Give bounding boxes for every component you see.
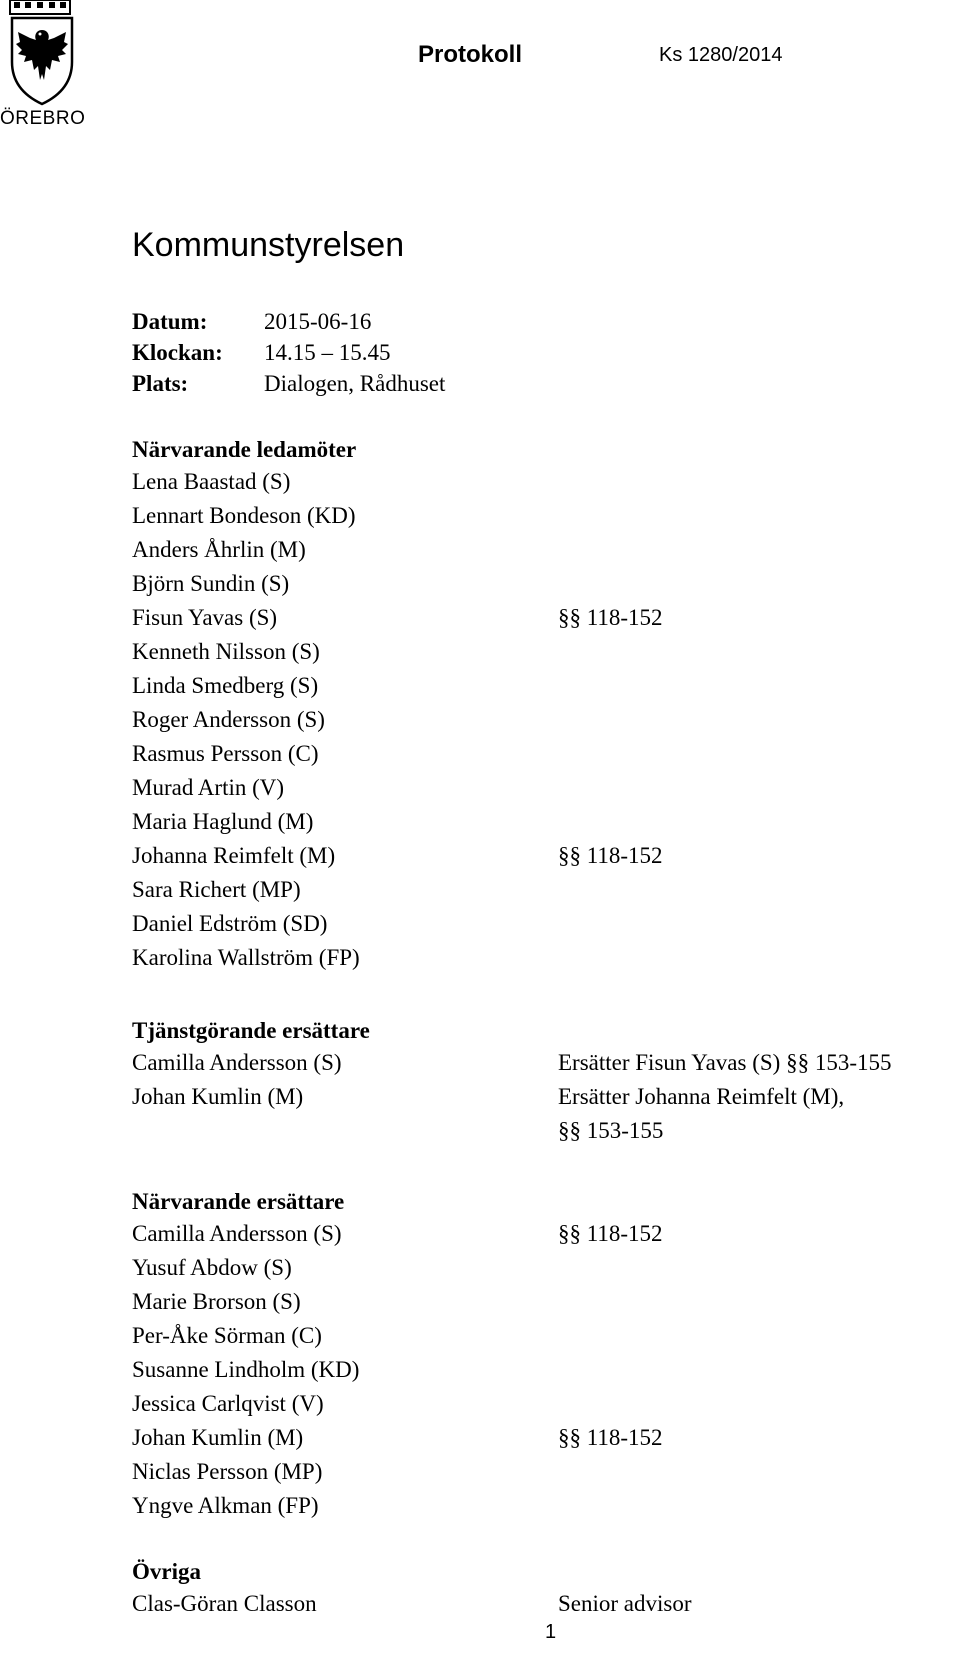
member-name: Daniel Edström (SD): [132, 911, 328, 936]
list-item: [132, 669, 960, 703]
list-item: [132, 907, 960, 941]
member-name: Anders Åhrlin (M): [132, 537, 306, 562]
list-item: [132, 465, 960, 499]
substitute-name: Susanne Lindholm (KD): [132, 1357, 360, 1382]
substitute-name: Johan Kumlin (M): [132, 1084, 304, 1109]
document-type: Protokoll: [418, 41, 523, 68]
member-name: Karolina Wallström (FP): [132, 945, 360, 970]
list-item: [132, 805, 960, 839]
member-note: §§ 118-152: [558, 605, 663, 630]
list-item: [132, 1080, 960, 1114]
other-name: Clas-Göran Classon: [132, 1591, 317, 1616]
substitute-note: Ersätter Johanna Reimfelt (M),: [558, 1084, 845, 1109]
meeting-time-label: Klockan:: [132, 340, 223, 365]
list-item: [132, 1046, 960, 1080]
member-name: Roger Andersson (S): [132, 707, 325, 732]
others-section: [132, 1555, 960, 1621]
present-members-heading: Närvarande ledamöter: [132, 437, 357, 462]
member-name: Fisun Yavas (S): [132, 605, 278, 630]
member-name: Lennart Bondeson (KD): [132, 503, 356, 528]
list-item: [132, 1489, 960, 1523]
member-name: Maria Haglund (M): [132, 809, 314, 834]
list-item: [132, 1455, 960, 1489]
others-heading: Övriga: [132, 1559, 201, 1584]
substitute-name: Niclas Persson (MP): [132, 1459, 323, 1484]
meeting-time-value: 14.15 – 15.45: [264, 340, 391, 365]
substitute-name: Camilla Andersson (S): [132, 1050, 342, 1075]
member-note: §§ 118-152: [558, 843, 663, 868]
list-item: [132, 1387, 960, 1421]
logo-text: ÖREBRO: [0, 108, 86, 129]
list-item: [132, 1319, 960, 1353]
present-substitutes-heading: Närvarande ersättare: [132, 1189, 345, 1214]
member-name: Lena Baastad (S): [132, 469, 291, 494]
list-item: [132, 771, 960, 805]
list-item: [132, 1114, 960, 1148]
list-item: [132, 1353, 960, 1387]
list-item: [132, 1421, 960, 1455]
page-number: 1: [545, 1621, 557, 1643]
substitute-name: Marie Brorson (S): [132, 1289, 301, 1314]
substitute-name: Per-Åke Sörman (C): [132, 1323, 322, 1348]
member-name: Björn Sundin (S): [132, 571, 290, 596]
substitute-note: §§ 153-155: [558, 1118, 664, 1143]
orebro-logo: [0, 0, 84, 134]
member-name: Rasmus Persson (C): [132, 741, 319, 766]
meeting-place-label: Plats:: [132, 371, 189, 396]
meeting-date-value: 2015-06-16: [264, 309, 372, 334]
list-item: [132, 567, 960, 601]
list-item: [132, 1251, 960, 1285]
orebro-coat-of-arms-icon: [0, 0, 84, 108]
substitute-note: §§ 118-152: [558, 1425, 663, 1450]
present-substitutes-section: [132, 1185, 960, 1523]
list-item: [132, 1587, 960, 1621]
list-item: [132, 499, 960, 533]
substitute-name: Yngve Alkman (FP): [132, 1493, 319, 1518]
serving-substitutes-heading: Tjänstgörande ersättare: [132, 1018, 370, 1043]
list-item: [132, 1217, 960, 1251]
list-item: [132, 1285, 960, 1319]
organization-title: Kommunstyrelsen: [132, 226, 405, 264]
list-item: [132, 635, 960, 669]
substitute-name: Yusuf Abdow (S): [132, 1255, 292, 1280]
substitute-name: Jessica Carlqvist (V): [132, 1391, 324, 1416]
list-item: [132, 737, 960, 771]
member-name: Linda Smedberg (S): [132, 673, 319, 698]
substitute-name: Johan Kumlin (M): [132, 1425, 304, 1450]
meeting-place-value: Dialogen, Rådhuset: [264, 371, 446, 396]
meeting-date-label: Datum:: [132, 309, 208, 334]
list-item: [132, 873, 960, 907]
other-note: Senior advisor: [558, 1591, 692, 1616]
list-item: [132, 601, 960, 635]
member-name: Johanna Reimfelt (M): [132, 843, 336, 868]
list-item: [132, 941, 960, 975]
present-members-section: [132, 433, 960, 975]
substitute-note: Ersätter Fisun Yavas (S) §§ 153-155: [558, 1050, 892, 1075]
document-reference: Ks 1280/2014: [659, 44, 783, 66]
member-name: Sara Richert (MP): [132, 877, 301, 902]
serving-substitutes-section: [132, 1014, 960, 1148]
list-item: [132, 703, 960, 737]
substitute-note: §§ 118-152: [558, 1221, 663, 1246]
member-name: Murad Artin (V): [132, 775, 285, 800]
member-name: Kenneth Nilsson (S): [132, 639, 320, 664]
list-item: [132, 839, 960, 873]
substitute-name: Camilla Andersson (S): [132, 1221, 342, 1246]
list-item: [132, 533, 960, 567]
